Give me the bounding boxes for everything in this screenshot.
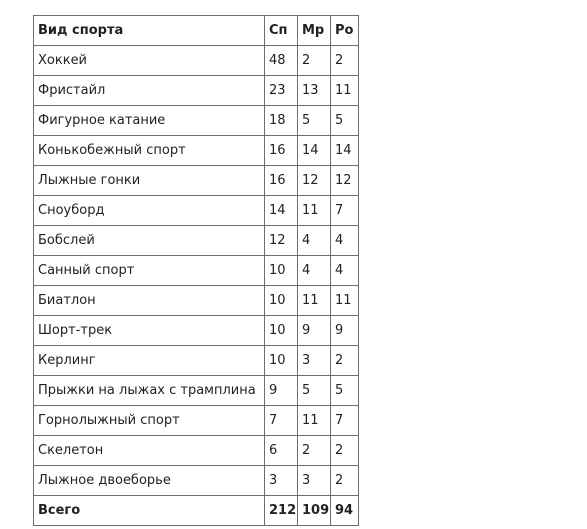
cell-sp: 18 [265,106,298,136]
cell-sp: 48 [265,46,298,76]
cell-sport: Санный спорт [34,256,265,286]
cell-ro: 12 [331,166,359,196]
cell-sp: 10 [265,316,298,346]
cell-mr: 14 [298,136,331,166]
cell-ro: 14 [331,136,359,166]
cell-sport: Керлинг [34,346,265,376]
cell-mr: 4 [298,256,331,286]
cell-ro: 2 [331,466,359,496]
cell-sport: Фристайл [34,76,265,106]
table-row [34,166,359,196]
cell-sport: Шорт-трек [34,316,265,346]
cell-mr: 2 [298,436,331,466]
cell-sport: Бобслей [34,226,265,256]
cell-sport: Лыжные гонки [34,166,265,196]
table-row [34,226,359,256]
cell-sport: Фигурное катание [34,106,265,136]
cell-sp: 16 [265,166,298,196]
cell-sp: 9 [265,376,298,406]
cell-mr: 3 [298,346,331,376]
table-row [34,136,359,166]
cell-ro: 5 [331,106,359,136]
header-sp: Сп [265,16,298,46]
cell-mr: 11 [298,406,331,436]
cell-ro: 11 [331,76,359,106]
total-cell-sport: Всего [34,496,265,526]
cell-sport: Сноуборд [34,196,265,226]
table-row [34,436,359,466]
cell-mr: 3 [298,466,331,496]
cell-sp: 6 [265,436,298,466]
cell-mr: 13 [298,76,331,106]
table-row [34,196,359,226]
cell-sp: 12 [265,226,298,256]
cell-ro: 5 [331,376,359,406]
cell-sport: Скелетон [34,436,265,466]
cell-ro: 2 [331,436,359,466]
table-row [34,346,359,376]
cell-ro: 2 [331,46,359,76]
cell-ro: 11 [331,286,359,316]
cell-mr: 11 [298,286,331,316]
cell-sport: Горнолыжный спорт [34,406,265,436]
total-row [34,496,359,526]
table-body [34,46,359,526]
cell-mr: 2 [298,46,331,76]
cell-mr: 4 [298,226,331,256]
table-row [34,76,359,106]
cell-mr: 11 [298,196,331,226]
table-header-row [34,16,359,46]
cell-mr: 12 [298,166,331,196]
cell-sp: 10 [265,346,298,376]
sports-table [33,15,359,526]
table-row [34,466,359,496]
cell-sp: 16 [265,136,298,166]
cell-sport: Прыжки на лыжах с трамплина [34,376,265,406]
header-ro: Ро [331,16,359,46]
cell-ro: 2 [331,346,359,376]
cell-ro: 7 [331,406,359,436]
cell-ro: 7 [331,196,359,226]
header-sport: Вид спорта [34,16,265,46]
total-cell-mr: 109 [298,496,331,526]
table-row [34,406,359,436]
table-row [34,286,359,316]
cell-sp: 10 [265,286,298,316]
sports-table-container [33,15,359,526]
table-row [34,46,359,76]
table-row [34,376,359,406]
cell-sport: Биатлон [34,286,265,316]
total-cell-sp: 212 [265,496,298,526]
header-mr: Мр [298,16,331,46]
cell-ro: 9 [331,316,359,346]
cell-sp: 3 [265,466,298,496]
table-row [34,106,359,136]
cell-sport: Лыжное двоеборье [34,466,265,496]
cell-sp: 23 [265,76,298,106]
cell-sp: 7 [265,406,298,436]
cell-sport: Хоккей [34,46,265,76]
table-row [34,316,359,346]
cell-mr: 9 [298,316,331,346]
cell-sp: 14 [265,196,298,226]
table-row [34,256,359,286]
cell-mr: 5 [298,106,331,136]
cell-sp: 10 [265,256,298,286]
cell-ro: 4 [331,226,359,256]
cell-mr: 5 [298,376,331,406]
cell-ro: 4 [331,256,359,286]
total-cell-ro: 94 [331,496,359,526]
cell-sport: Конькобежный спорт [34,136,265,166]
